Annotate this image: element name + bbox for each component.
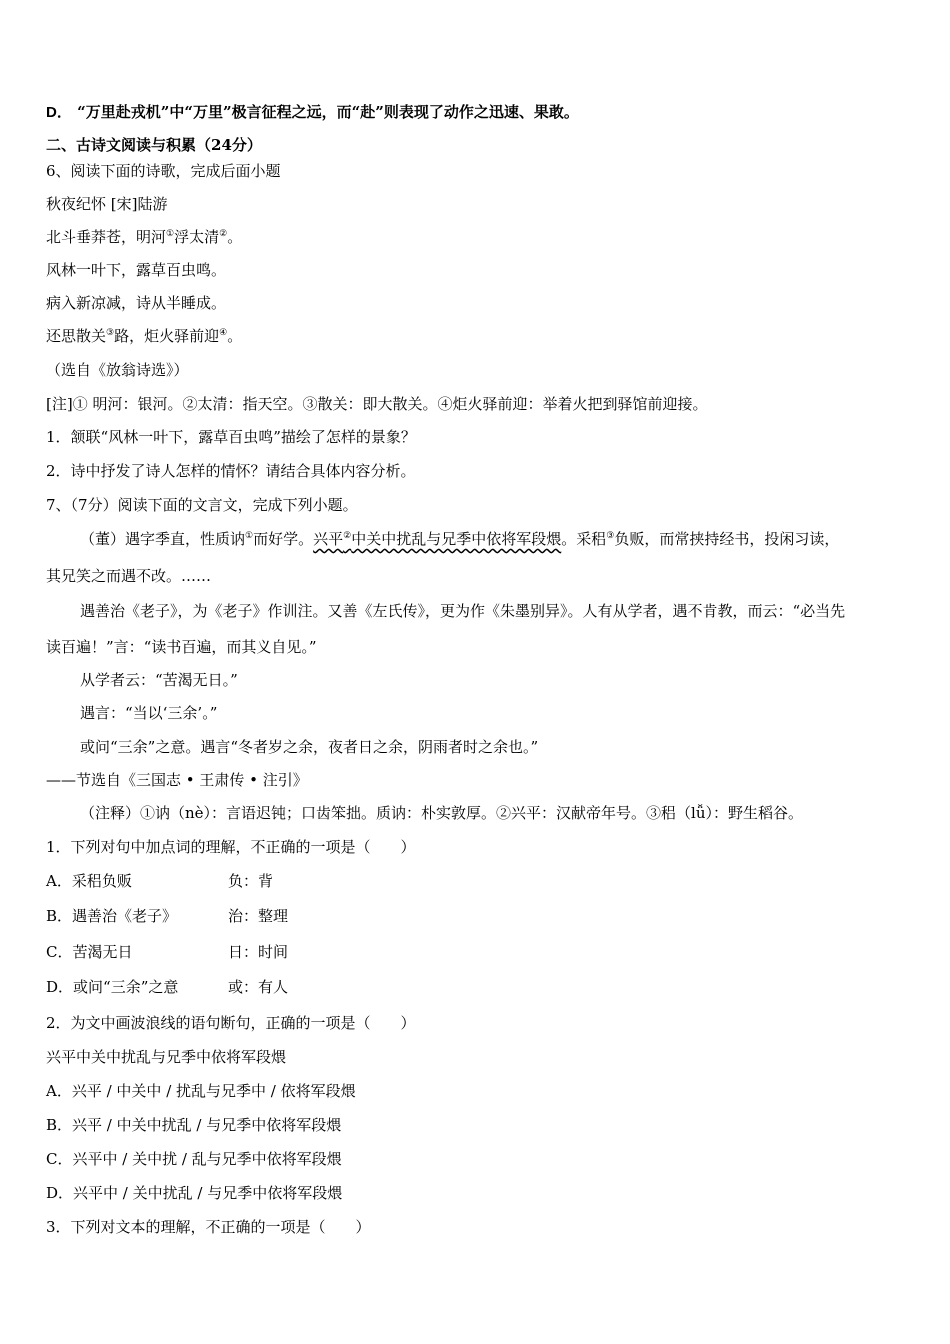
q7-stem: 7、（7分）阅读下面的文言文，完成下列小题。 [46, 496, 358, 514]
choice-option[interactable]: D．兴平中 / 关中扰乱 / 与兄季中依将军段煨 [46, 1184, 343, 1202]
choice-option[interactable]: A．采稆负贩 负：背 [46, 872, 274, 890]
q7-sub-question-1: 1．下列对句中加点词的理解，不正确的一项是（ ） [46, 838, 416, 856]
passage-paragraph-1-cont: 其兄笑之而遇不改。…… [46, 567, 212, 585]
poem-line-4: 还思散关③路，炬火驿前迎④。 [46, 327, 243, 345]
passage-notes: （注释）①讷（nè）：言语迟钝；口齿笨拙。质讷：朴实敦厚。②兴平：汉献帝年号。③稆（lǚ）：野生稻谷。 [80, 804, 804, 822]
footnote-mark: ④ [219, 328, 228, 338]
q6-sub-question-1: 1．颔联“风林一叶下，露草百虫鸣”描绘了怎样的景象？ [46, 428, 416, 446]
poem-line-2: 风林一叶下，露草百虫鸣。 [46, 261, 227, 279]
footnote-mark: ③ [106, 328, 115, 338]
section-title: 二、古诗文阅读与积累（24分） [46, 136, 262, 154]
option-text: “万里赴戎机”中“万里”极言征程之远，而“赴”则表现了动作之迅速、果敢。 [77, 103, 579, 121]
footnote-mark: ① [166, 229, 175, 239]
passage-paragraph-2: 遇善治《老子》，为《老子》作训注。又善《左氏传》，更为作《朱墨别异》。人有从学者，遇不肯教，而云：“必当先 [80, 602, 846, 620]
choice-option[interactable]: D．或问“三余”之意 或：有人 [46, 978, 289, 996]
q7-sub-question-3: 3．下列对文本的理解，不正确的一项是（ ） [46, 1218, 371, 1236]
choice-option[interactable]: C．苦渴无日 日：时间 [46, 943, 289, 961]
passage-paragraph-5: 或问“三余”之意。遇言“冬者岁之余，夜者日之余，阴雨者时之余也。” [80, 738, 539, 756]
footnote-mark: ② [219, 229, 228, 239]
sentence-to-punctuate: 兴平中关中扰乱与兄季中依将军段煨 [46, 1048, 287, 1066]
passage-source: ——节选自《三国志 • 王肃传 • 注引》 [46, 771, 308, 789]
poem-annotation: [注]① 明河：银河。②太清：指天空。③散关：即大散关。④炬火驿前迎：举着火把到驿馆前迎接。 [46, 395, 708, 413]
option-letter: D． [46, 104, 72, 121]
prev-option-d [46, 101, 579, 124]
poem-line-1: 北斗垂莽苍，明河①浮太清②。 [46, 228, 243, 246]
footnote-mark: ② [343, 531, 352, 541]
wavy-underlined-sentence: 兴平②中关中扰乱与兄季中依将军段煨 [313, 530, 562, 548]
q6-stem: 6、阅读下面的诗歌，完成后面小题 [46, 162, 281, 180]
passage-paragraph-1: （董）遇字季直，性质讷①而好学。兴平②中关中扰乱与兄季中依将军段煨。采稆③负贩，而常挟持经书，投闲习读， [80, 530, 840, 548]
choice-option[interactable]: A．兴平 / 中关中 / 扰乱与兄季中 / 依将军段煨 [46, 1082, 356, 1100]
poem-source: （选自《放翁诗选》） [46, 361, 189, 379]
passage-paragraph-3: 从学者云：“苦渴无日。” [80, 671, 238, 689]
passage-paragraph-2-cont: 读百遍！”言：“读书百遍，而其义自见。” [46, 638, 317, 656]
choice-option[interactable]: B．兴平 / 中关中扰乱 / 与兄季中依将军段煨 [46, 1116, 342, 1134]
poem-line-3: 病入新凉减，诗从半睡成。 [46, 294, 227, 312]
choice-option[interactable]: B．遇善治《老子》 治：整理 [46, 907, 289, 925]
q7-sub-question-2: 2．为文中画波浪线的语句断句，正确的一项是（ ） [46, 1014, 416, 1032]
footnote-mark: ① [245, 531, 254, 541]
q6-sub-question-2: 2．诗中抒发了诗人怎样的情怀？请结合具体内容分析。 [46, 462, 416, 480]
poem-title: 秋夜纪怀 [宋]陆游 [46, 195, 168, 213]
choice-option[interactable]: C．兴平中 / 关中扰 / 乱与兄季中依将军段煨 [46, 1150, 342, 1168]
passage-paragraph-4: 遇言：“当以‘三余’。” [80, 704, 218, 722]
footnote-mark: ③ [606, 531, 615, 541]
